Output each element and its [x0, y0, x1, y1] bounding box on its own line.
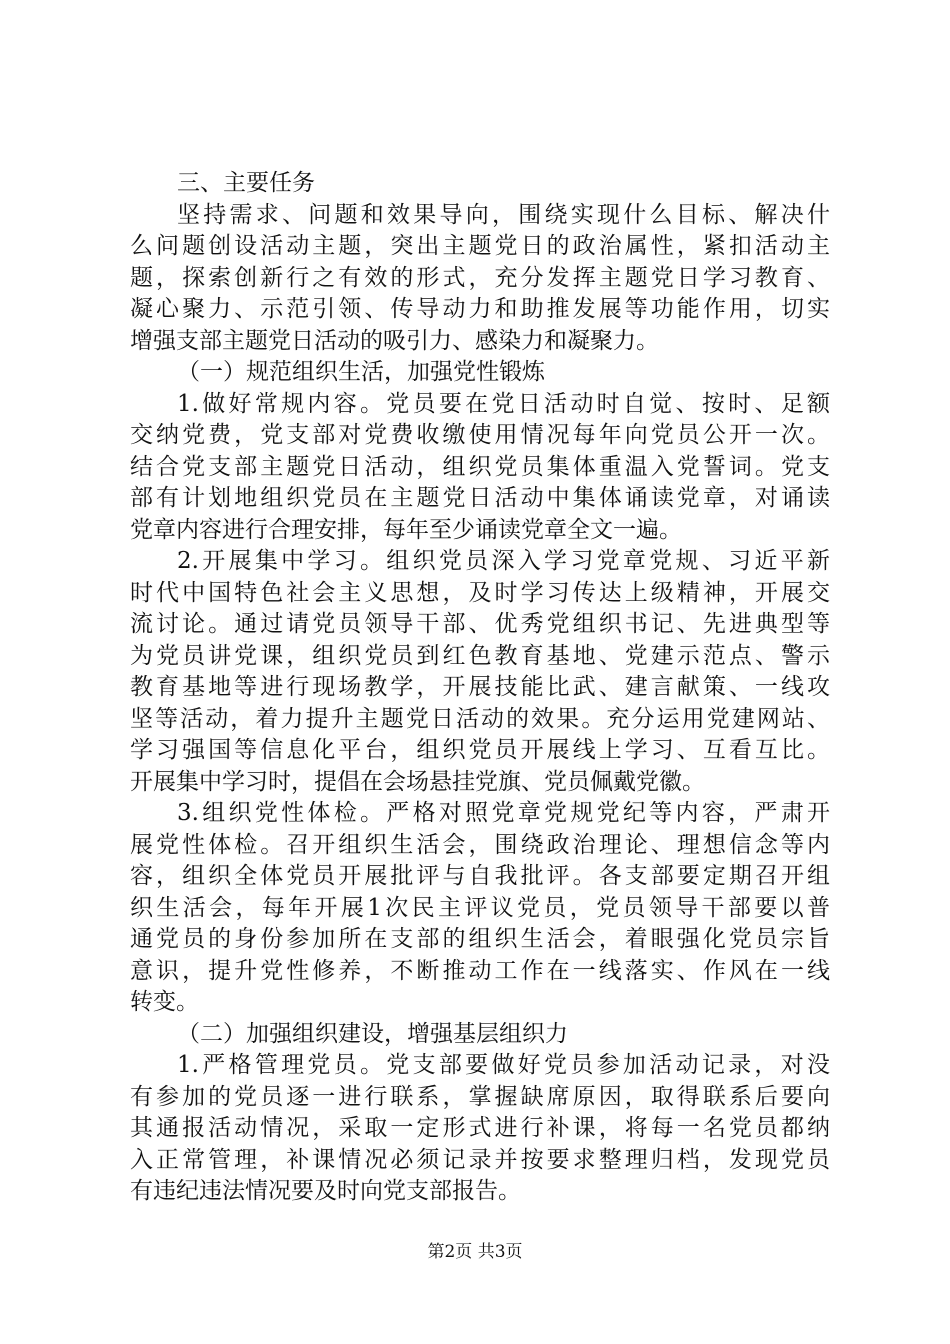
text-line: 有参加的党员逐一进行联系，掌握缺席原因，取得联系后要向 [130, 1083, 830, 1110]
text-line: 坚等活动，着力提升主题党日活动的效果。充分运用党建网站、 [130, 705, 830, 732]
text-line: 党章内容进行合理安排，每年至少诵读党章全文一遍。 [130, 516, 682, 543]
text-line: 部有计划地组织党员在主题党日活动中集体诵读党章，对诵读 [130, 485, 830, 511]
text-line: 1.做好常规内容。党员要在党日活动时自觉、按时、足额 [177, 390, 830, 417]
text-line: 3.组织党性体检。严格对照党章党规党纪等内容，严肃开 [177, 800, 830, 826]
text-line: 意识，提升党性修养，不断推动工作在一线落实、作风在一线 [130, 957, 830, 984]
text-line: 容，组织全体党员开展批评与自我批评。各支部要定期召开组 [130, 863, 830, 889]
text-line: 展党性体检。召开组织生活会，围绕政治理论、理想信念等内 [130, 831, 830, 858]
text-line: 1.严格管理党员。党支部要做好党员参加活动记录，对没 [177, 1052, 830, 1078]
text-line: 三、主要任务 [177, 170, 315, 196]
text-line: 结合党支部主题党日活动，组织党员集体重温入党誓词。党支 [130, 453, 830, 480]
text-line: 题，探索创新行之有效的形式，充分发挥主题党日学习教育、 [130, 264, 830, 291]
text-line: 交纳党费，党支部对党费收缴使用情况每年向党员公开一次。 [130, 422, 830, 448]
text-line: 为党员讲党课，组织党员到红色教育基地、党建示范点、警示 [130, 642, 830, 669]
text-line: 教育基地等进行现场教学，开展技能比武、建言献策、一线攻 [130, 674, 830, 700]
text-line: 增强支部主题党日活动的吸引力、感染力和凝聚力。 [130, 327, 659, 354]
text-line: 有违纪违法情况要及时向党支部报告。 [130, 1178, 521, 1204]
text-line: 入正常管理，补课情况必须记录并按要求整理归档，发现党员 [130, 1146, 830, 1173]
text-line: 2.开展集中学习。组织党员深入学习党章党规、习近平新 [177, 548, 830, 574]
text-line: 么问题创设活动主题，突出主题党日的政治属性，紧扣活动主 [130, 233, 830, 259]
text-line: 通党员的身份参加所在支部的组织生活会，着眼强化党员宗旨 [130, 926, 830, 952]
text-line: 流讨论。通过请党员领导干部、优秀党组织书记、先进典型等 [130, 611, 830, 637]
text-line: 转变。 [130, 989, 199, 1015]
text-line: （二）加强组织建设，增强基层组织力 [177, 1020, 568, 1047]
text-line: 其通报活动情况，采取一定形式进行补课，将每一名党员都纳 [130, 1115, 830, 1141]
text-line: 时代中国特色社会主义思想，及时学习传达上级精神，开展交 [130, 579, 830, 606]
page-footer: 第2页 共3页 [427, 1242, 523, 1262]
text-line: （一）规范组织生活，加强党性锻炼 [177, 359, 545, 385]
text-line: 坚持需求、问题和效果导向，围绕实现什么目标、解决什 [177, 201, 830, 228]
text-line: 学习强国等信息化平台，组织党员开展线上学习、互看互比。 [130, 737, 830, 763]
text-line: 开展集中学习时，提倡在会场悬挂党旗、党员佩戴党徽。 [130, 768, 705, 795]
document-body [130, 168, 830, 1208]
text-line: 凝心聚力、示范引领、传导动力和助推发展等功能作用，切实 [130, 296, 830, 322]
text-line: 织生活会，每年开展1次民主评议党员，党员领导干部要以普 [130, 894, 830, 921]
